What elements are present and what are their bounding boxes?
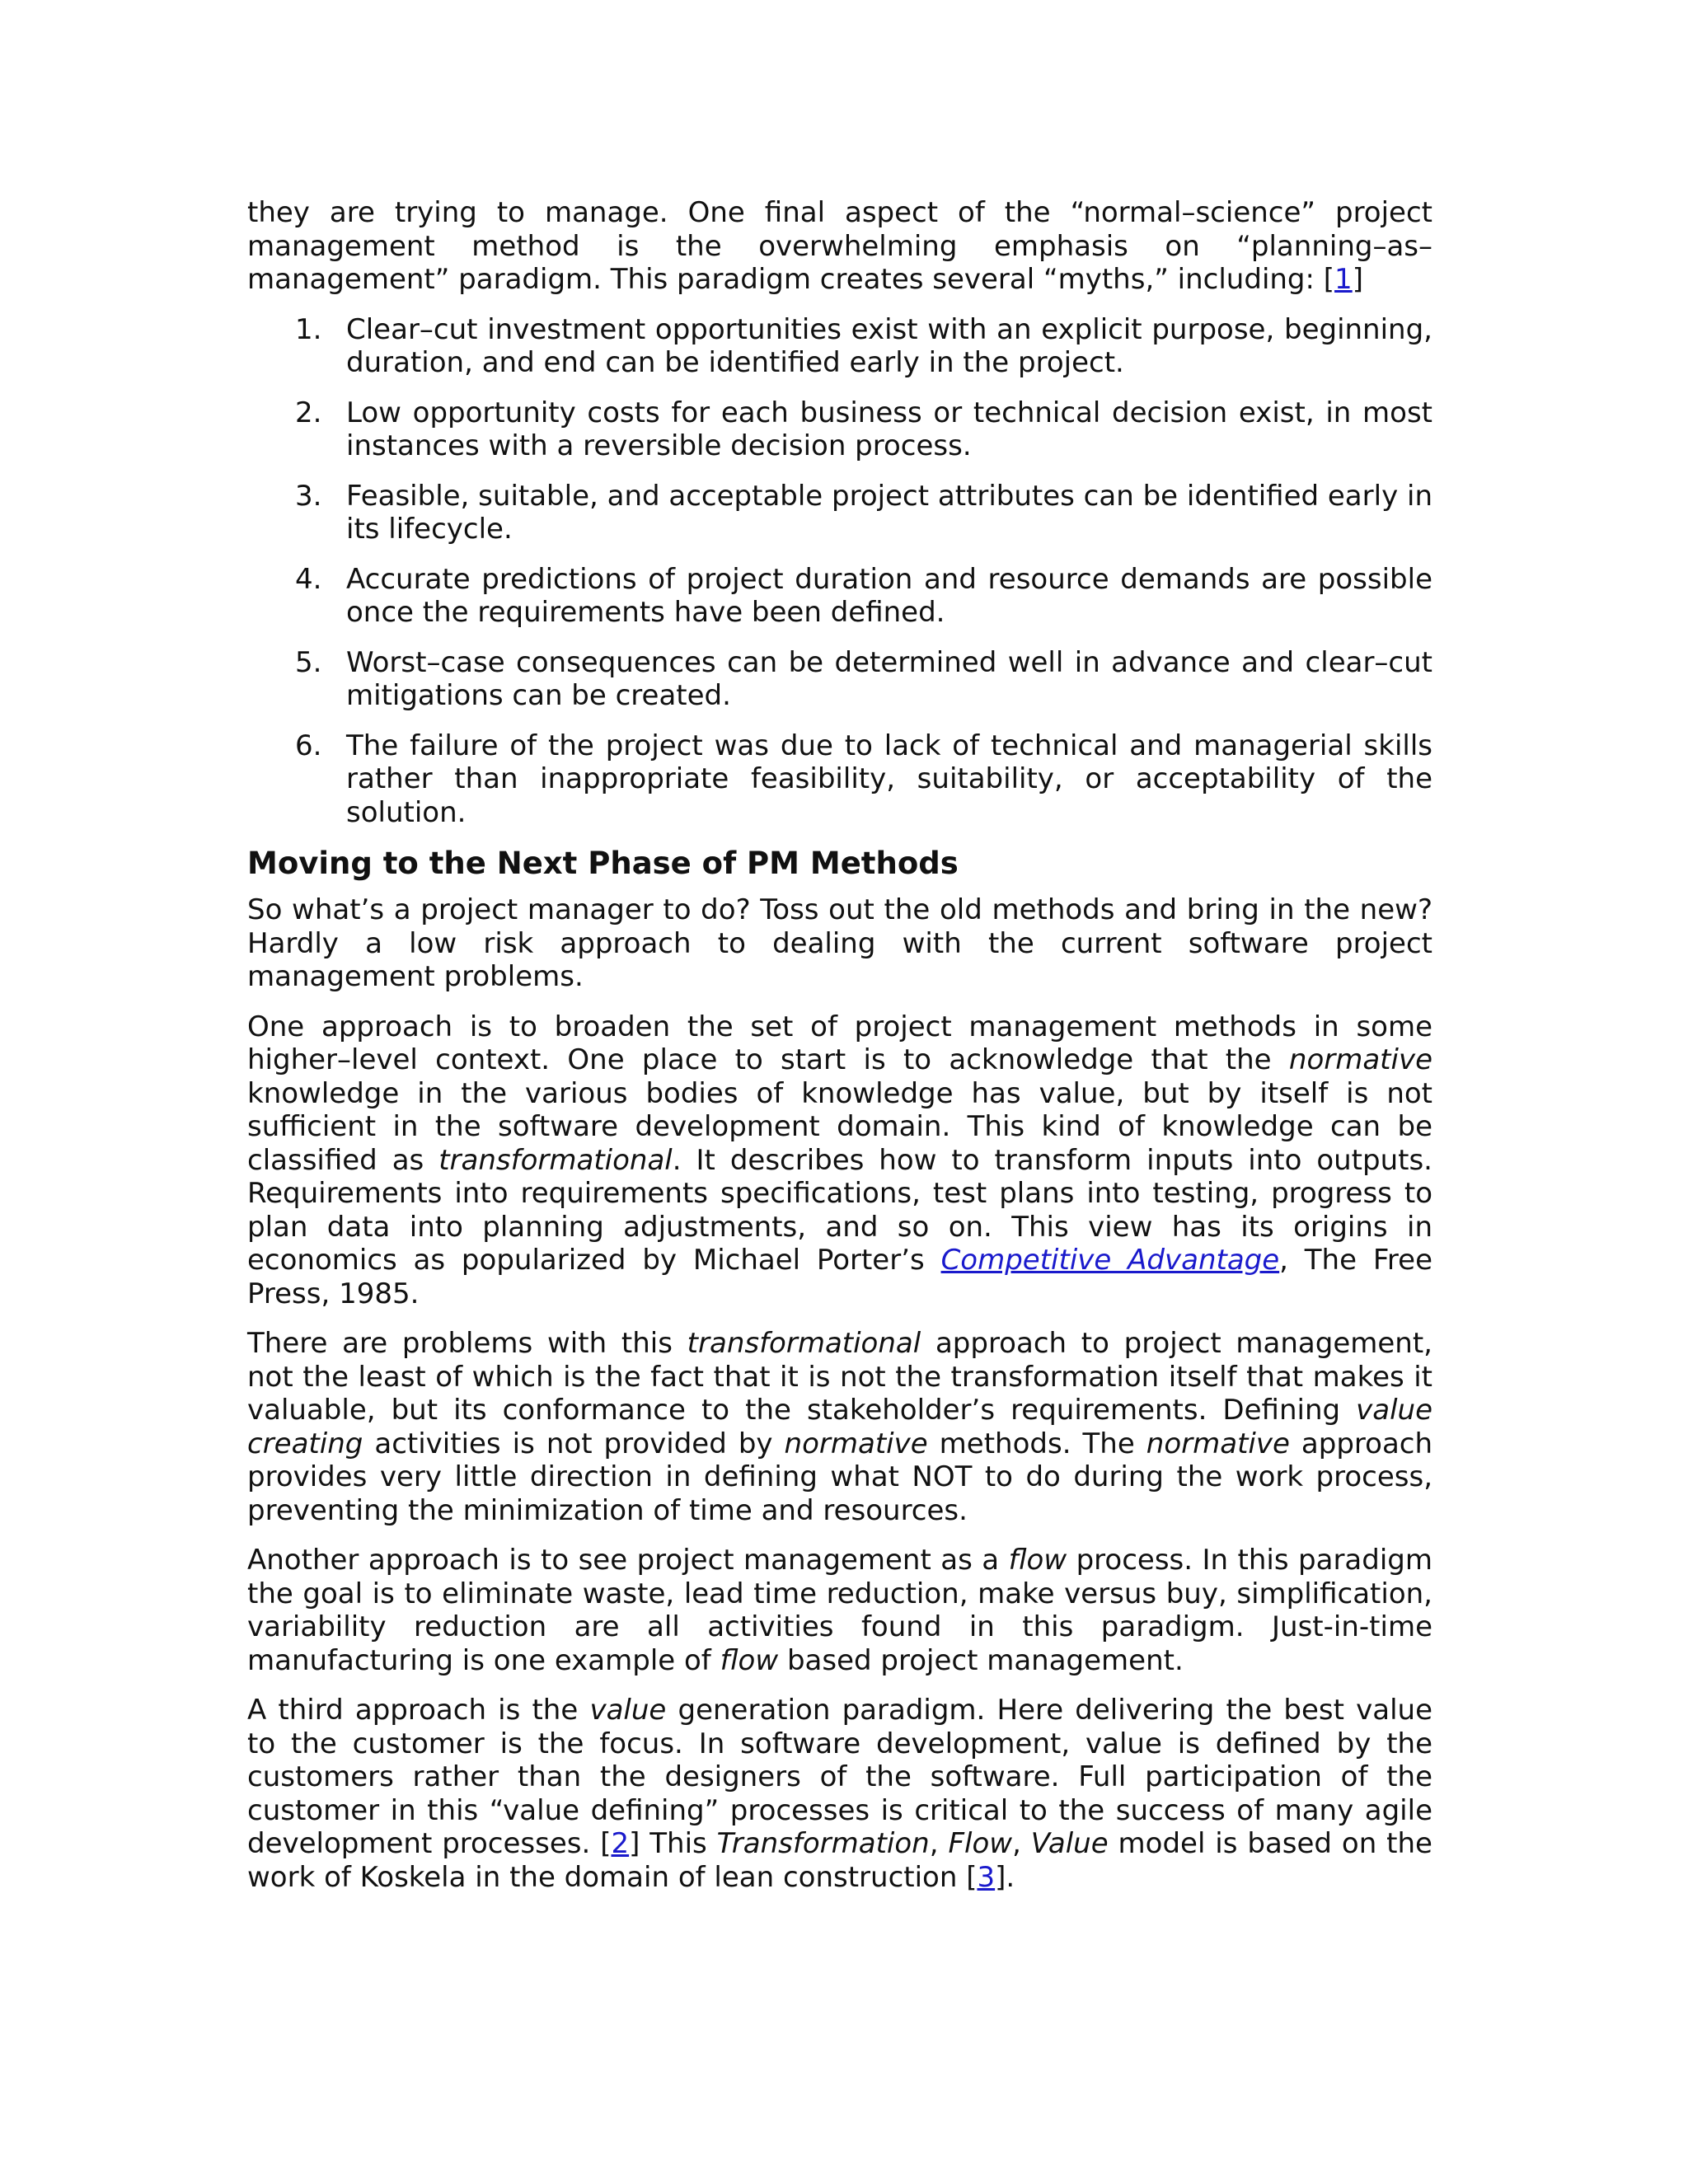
paragraph-transformational-problems (247, 1327, 1432, 1527)
paragraph-flow-process (247, 1544, 1432, 1677)
text-run: There are problems with this (247, 1327, 687, 1360)
intro-text: they are trying to manage. One final aspect of the “normal–science” project management method is the overwhelming emphasis on “planning–as–management” paradigm. This paradigm creates several “myths,” including: [ (247, 196, 1432, 296)
emphasis-normative: normative (1146, 1427, 1290, 1460)
text-run: One approach is to broaden the set of project management methods in some higher–level context. One place to start is to acknowledge that the (247, 1010, 1432, 1076)
reference-link-2[interactable]: 2 (611, 1827, 630, 1860)
list-item-text: Worst–case consequences can be determined well in advance and clear–cut mitigations can be created. (346, 645, 1432, 712)
list-item-text: Clear–cut investment opportunities exist with an explicit purpose, beginning, duration, and end can be identified early in the project. (346, 312, 1432, 379)
list-item (247, 480, 1432, 546)
list-item-text: Accurate predictions of project duration and resource demands are possible once the requirements have been defined. (346, 562, 1432, 629)
paragraph-value-generation (247, 1694, 1432, 1894)
list-number: 2. (295, 396, 322, 429)
list-item-text: Low opportunity costs for each business or technical decision exist, in most instances with a reversible decision process. (346, 396, 1432, 462)
list-number: 3. (295, 479, 322, 513)
list-number: 6. (295, 729, 322, 762)
list-item-text: Feasible, suitable, and acceptable project attributes can be identified early in its lifecycle. (346, 479, 1432, 546)
reference-link-1[interactable]: 1 (1334, 263, 1353, 296)
document-page (247, 196, 1432, 1910)
link-text: Competitive Advantage (940, 1244, 1280, 1277)
emphasis-transformational: transformational (438, 1143, 673, 1177)
text-run: based project management. (778, 1643, 1184, 1677)
list-item (247, 313, 1432, 380)
list-item-text: The failure of the project was due to lack of technical and managerial skills rather than inappropriate feasibility, suitability, or acceptability of the solution. (346, 729, 1432, 829)
emphasis-flow: flow (720, 1643, 779, 1677)
list-item (247, 563, 1432, 630)
text-run: A third approach is the (247, 1694, 590, 1727)
paragraph-what-to-do: So what’s a project manager to do? Toss out the old methods and bring in the new? Hardly a low risk approach to dealing with the current software project management problems. (247, 893, 1432, 993)
text-run: generation paradigm. Here delivering the best value to the customer is the focus. In software development, value is defined by the customers rather than the designers of the software. Full participation of the customer in this “value defining” processes is critical to the success of many agile development processes. [ (247, 1694, 1432, 1860)
intro-paragraph (247, 196, 1432, 297)
text-run: , (929, 1827, 949, 1860)
list-number: 4. (295, 562, 322, 596)
myths-list (247, 313, 1432, 830)
reference-link-3[interactable]: 3 (977, 1860, 996, 1894)
emphasis-normative: normative (784, 1427, 928, 1460)
list-item (247, 729, 1432, 830)
emphasis-transformation: Transformation (716, 1827, 930, 1860)
text-run: methods. The (927, 1427, 1146, 1460)
text-run: , (1012, 1827, 1031, 1860)
list-number: 1. (295, 312, 322, 346)
section-heading: Moving to the Next Phase of PM Methods (247, 846, 959, 881)
list-item (247, 646, 1432, 713)
text-run: ] This (629, 1827, 717, 1860)
competitive-advantage-link[interactable] (941, 1244, 1280, 1277)
emphasis-normative: normative (1288, 1043, 1432, 1076)
emphasis-value-creating: value creating (247, 1394, 1432, 1460)
emphasis-value: value (589, 1694, 667, 1727)
paragraph-broaden-methods (247, 1010, 1432, 1311)
text-run: knowledge in the various bodies of knowledge has value, but by itself is not sufficient in the software development domain. This kind of knowledge can be classified as (247, 1076, 1432, 1177)
text-run: ]. (995, 1860, 1015, 1894)
text-run: model is based on the work of Koskela in the domain of lean construction [ (247, 1827, 1432, 1894)
text-run: activities is not provided by (363, 1427, 785, 1460)
text-run: approach provides very little direction in defining what NOT to do during the work process, preventing the minimization of time and resources. (247, 1427, 1433, 1527)
intro-text-end: ] (1352, 263, 1363, 296)
list-item (247, 396, 1432, 463)
emphasis-transformational: transformational (687, 1327, 921, 1360)
list-number: 5. (295, 645, 322, 679)
text-run: Another approach is to see project management as a (247, 1544, 1009, 1577)
text-run: approach to project management, not the least of which is the fact that it is not the transformation itself that makes it valuable, but its conformance to the stakeholder’s requirements. Defining (247, 1327, 1432, 1427)
emphasis-value: Value (1030, 1827, 1109, 1860)
text-run: process. In this paradigm the goal is to eliminate waste, lead time reduction, make versus buy, simplification, variability reduction are all activities found in this paradigm. Just-in-time manufacturing is one example of (247, 1544, 1432, 1677)
emphasis-flow: flow (1008, 1544, 1067, 1577)
emphasis-flow: Flow (948, 1827, 1013, 1860)
text-run: , The Free Press, 1985. (247, 1244, 1432, 1310)
text-run: . It describes how to transform inputs into outputs. Requirements into requirements specifications, test plans into testing, progress to plan data into planning adjustments, and so on. This view has its origins in economics as popularized by Michael Porter’s (247, 1143, 1432, 1277)
